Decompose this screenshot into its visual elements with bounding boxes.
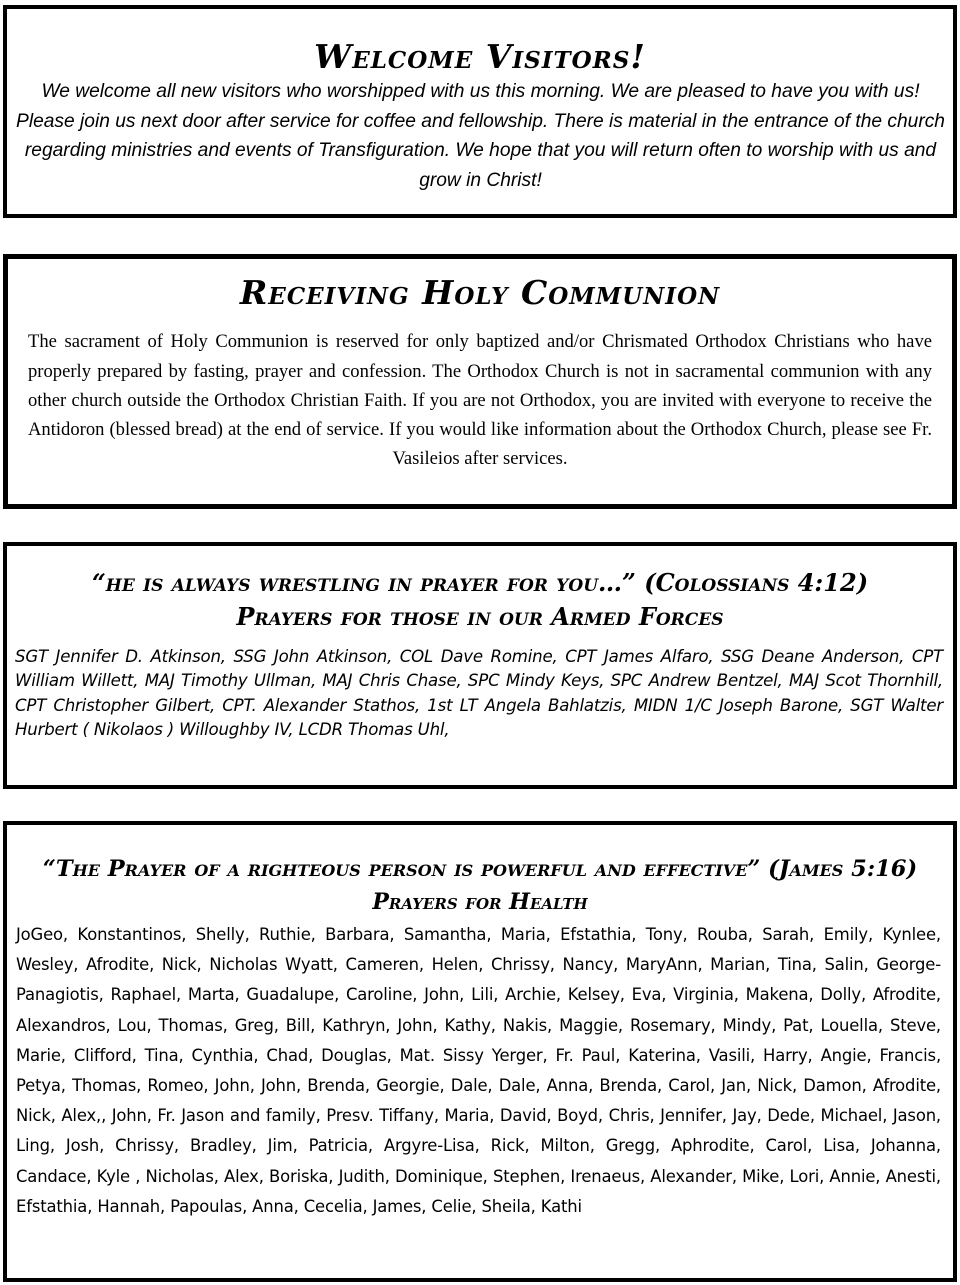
health-names: JoGeo, Konstantinos, Shelly, Ruthie, Barbara, Samantha, Maria, Efstathia, Tony, Rouba, Sarah, Emily, Kynlee, Wesley, Afrodite, Nick, Nicholas Wyatt, Cameren, Helen, Chrissy, Nancy, MaryAnn, Marian, Tina, Salin, George-Panagiotis, Raphael, Marta, Guadalupe, Caroline, John, Lili, Archie, Kelsey, Eva, Virginia, Makena, Dolly, Afrodite, Alexandros, Lou, Thomas, Greg, Bill, Kathryn, John, Kathy, Nakis, Maggie, Rosemary, Mindy, Pat, Louella, Steve, Marie, Clifford, Tina, Cynthia, Chad, Douglas, Mat. Sissy Yerger, Fr. Paul, Katerina, Vasili, Harry, Angie, Francis, Petya, Thomas, Romeo, John, John, Brenda, Georgie, Dale, Dale, Anna, Brenda, Carol, Jan, Nick, Damon, Afrodite, Nick, Alex,, John, Fr. Jason and family, Presv. Tiffany, Maria, David, Boyd, Chris, Jennifer, Jay, Dede, Michael, Jason, Ling, Josh, Chrissy, Bradley, Jim, Patricia, Argyre-Lisa, Rick, Milton, Gregg, Aphrodite, Carol, Lisa, Johanna, Candace, Kyle , Nicholas, Alex, Boriska, Judith, Dominique, Stephen, Irenaeus, Alexander, Mike, Lori, Annie, Anesti, Efstathia, Hannah, Papoulas, Anna, Cecelia, James, Celie, Sheila, Kathi [16, 924, 941, 1216]
armed-forces-names: SGT Jennifer D. Atkinson, SSG John Atkinson, COL Dave Romine, CPT James Alfaro, SSG Deane Anderson, CPT William Willett, MAJ Timothy Ullman, MAJ Chris Chase, SPC Mindy Keys, SPC Andrew Bentzel, MAJ Scot Thornhill, CPT Christopher Gilbert, CPT. Alexander Stathos, 1st LT Angela Bahlatzis, MIDN 1/C Joseph Barone, SGT Walter Hurbert ( Nikolaos ) Willoughby IV, LCDR Thomas Uhl, [15, 646, 943, 740]
welcome-visitors-box [3, 5, 957, 218]
armed-forces-subtitle: Prayers for those in our Armed Forces [236, 602, 724, 632]
welcome-title: Welcome Visitors! [314, 37, 646, 76]
armed-forces-quote: “he is always wrestling in prayer for you…” (Colossians 4:12) [91, 568, 869, 597]
health-subtitle: Prayers for Health [372, 888, 588, 915]
communion-text: The sacrament of Holy Communion is reserved for only baptized and/or Chrismated Orthodox Christians who have properly prepared by fasting, prayer and confession. The Orthodox Church is not in sacramental communion with any other church outside the Orthodox Christian Faith. If you are not Orthodox, you are invited with everyone to receive the Antidoron (blessed bread) at the end of service. If you would like information about the Orthodox Church, please see Fr. Vasileios after services. [28, 331, 932, 470]
health-quote: “The Prayer of a righteous person is powerful and effective” (James 5:16) [42, 856, 918, 882]
holy-communion-box [3, 254, 957, 509]
communion-title: Receiving Holy Communion [239, 273, 721, 312]
armed-forces-prayer-box [3, 542, 957, 789]
health-prayer-box [3, 821, 957, 1282]
welcome-text: We welcome all new visitors who worshipped with us this morning. We are pleased to have you with us! Please join us next door after service for coffee and fellowship. There is material in the entrance of the church regarding ministries and events of Transfiguration. We hope that you will return often to worship with us and grow in Christ! [16, 81, 945, 191]
